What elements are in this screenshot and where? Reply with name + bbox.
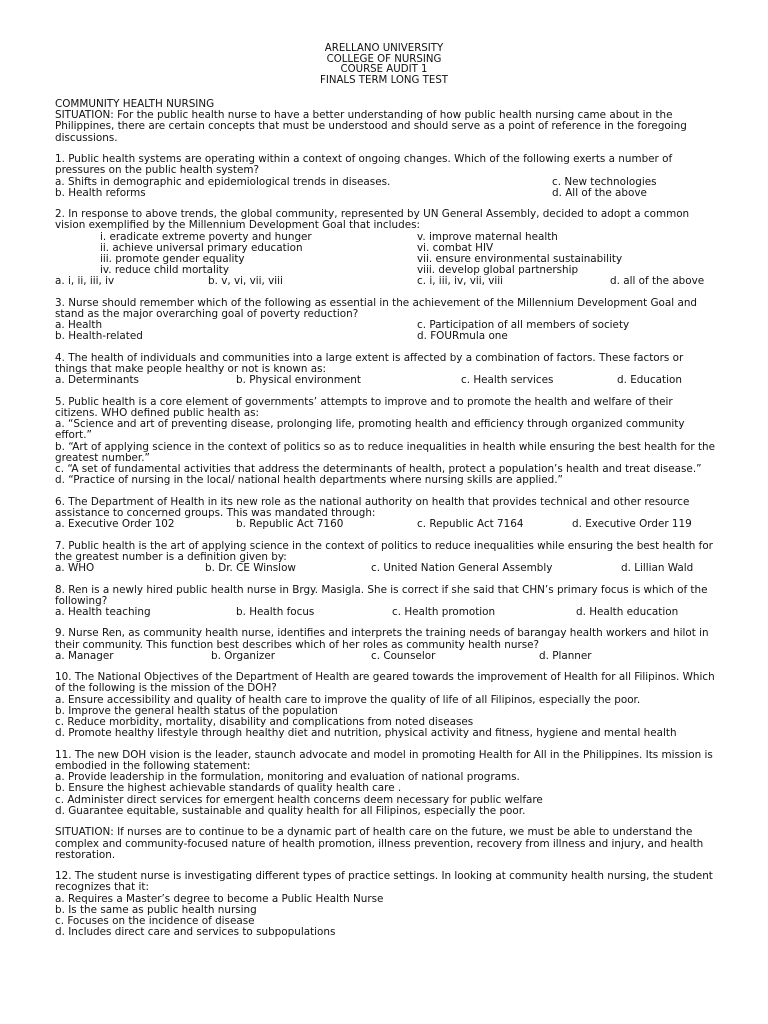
- question-stem: 1. Public health systems are operating within a context of ongoing changes. Which of the following exerts a number of pressures on the public health system?: [55, 153, 673, 177]
- choice-a: a. Requires a Master’s degree to become a Public Health Nurse: [55, 892, 384, 905]
- goal-ii: ii. achieve universal primary education: [100, 241, 303, 254]
- choice-d: d. all of the above: [610, 275, 705, 288]
- question-stem: 7. Public health is the art of applying science in the context of politics to reduce inequalities while ensuring the best health for the greatest number is a definition given by:: [55, 539, 713, 563]
- choice-d: d. All of the above: [552, 186, 647, 199]
- question-stem: 3. Nurse should remember which of the following as essential in the achievement of the Millennium Development Goal and stand as the major overarching goal of poverty reduction?: [55, 296, 697, 321]
- section-title: COMMUNITY HEALTH NURSING: [55, 98, 215, 110]
- choice-b: b. “Art of applying science in the context of politics so as to reduce inequalities in health while ensuring the best health for the greatest number.”: [55, 440, 716, 464]
- choice-c: c. Counselor: [371, 649, 436, 662]
- question-2: [55, 209, 717, 287]
- question-stem: 2. In response to above trends, the global community, represented by UN General Assembly, decided to adopt a common vision exemplified by the Millennium Development Goal that includes:: [55, 208, 690, 232]
- question-6: [55, 497, 717, 531]
- goal-iii: iii. promote gender equality: [100, 252, 245, 265]
- choice-a: a. Provide leadership in the formulation, monitoring and evaluation of national programs.: [55, 771, 520, 784]
- choice-a: a. Determinants: [55, 374, 139, 387]
- choice-d: d. Lillian Wald: [621, 562, 694, 575]
- question-stem: 9. Nurse Ren, as community health nurse, identifies and interprets the training needs of barangay health workers and hilot in their community. This function best describes which of her roles as community health nurse?: [55, 627, 709, 651]
- choice-b: b. v, vi, vii, viii: [208, 275, 283, 288]
- choice-d: d. Planner: [539, 649, 592, 662]
- goal-vi: vi. combat HIV: [417, 241, 494, 254]
- goal-viii: viii. develop global partnership: [417, 264, 579, 277]
- question-3: [55, 298, 717, 343]
- question-stem: 12. The student nurse is investigating different types of practice settings. In looking at community health nursing, the student recognizes that it:: [55, 870, 713, 894]
- choice-a: a. i, ii, iii, iv: [55, 275, 115, 288]
- question-stem: 4. The health of individuals and communities into a large extent is affected by a combination of factors. These factors or things that make people healthy or not is known as:: [55, 351, 684, 376]
- question-5: [55, 397, 717, 487]
- goal-i: i. eradicate extreme poverty and hunger: [100, 230, 312, 243]
- choice-d: d. Executive Order 119: [572, 518, 692, 531]
- document-header: [0, 44, 768, 86]
- choice-a: a. Ensure accessibility and quality of health care to improve the quality of life of all Filipinos, especially the poor.: [55, 693, 641, 706]
- choice-d: d. Includes direct care and services to subpopulations: [55, 926, 336, 939]
- goal-vii: vii. ensure environmental sustainability: [417, 252, 623, 265]
- choice-c: c. i, iii, iv, vii, viii: [417, 275, 504, 288]
- goal-iv: iv. reduce child mortality: [100, 264, 230, 277]
- course-name: COURSE AUDIT 1: [340, 64, 428, 76]
- question-11: [55, 750, 717, 817]
- choice-b: b. Health focus: [236, 605, 315, 618]
- question-9: [55, 628, 717, 662]
- document-body: [55, 99, 717, 938]
- choice-b: b. Physical environment: [236, 374, 361, 387]
- question-8: [55, 585, 717, 619]
- choice-c: c. “A set of fundamental activities that address the determinants of health, protect a population’s health and treat disease.”: [55, 463, 702, 476]
- choice-c: c. Republic Act 7164: [417, 518, 524, 531]
- question-stem: 6. The Department of Health in its new role as the national authority on health that provides technical and other resource assistance to concerned groups. This was mandated through:: [55, 495, 690, 519]
- choice-d: d. FOURmula one: [417, 330, 508, 343]
- situation-1: SITUATION: For the public health nurse to have a better understanding of how public health nursing came about in the Philippines, there are certain concepts that must be understood and should serve as a point of reference in the foregoing discussions.: [55, 109, 687, 144]
- question-7: [55, 541, 717, 575]
- choice-c: c. United Nation General Assembly: [371, 562, 553, 575]
- college-name: COLLEGE OF NURSING: [326, 53, 442, 65]
- choice-c: c. Focuses on the incidence of disease: [55, 915, 255, 928]
- university-name: ARELLANO UNIVERSITY: [324, 43, 444, 54]
- question-4: [55, 353, 717, 387]
- choice-b: b. Dr. CE Winslow: [205, 562, 296, 575]
- question-12: [55, 871, 717, 938]
- goal-v: v. improve maternal health: [417, 230, 558, 243]
- situation-2: SITUATION: If nurses are to continue to be a dynamic part of health care on the future, we must be able to understand the complex and community-focused nature of health promotion, illness prevention, recovery from illness and injury, and health restoration.: [55, 826, 704, 861]
- question-10: [55, 672, 717, 739]
- choice-b: b. Health reforms: [55, 186, 146, 199]
- choice-a: a. Health: [55, 319, 103, 332]
- choice-a: a. WHO: [55, 562, 95, 575]
- choice-b: b. Ensure the highest achievable standards of quality health care .: [55, 782, 402, 795]
- question-1: [55, 154, 717, 199]
- question-stem: 11. The new DOH vision is the leader, staunch advocate and model in promoting Health for All in the Philippines. Its mission is embodied in the following statement:: [55, 748, 713, 772]
- choice-c: c. Health services: [461, 374, 554, 387]
- choice-a: a. Executive Order 102: [55, 518, 175, 531]
- choice-c: c. Health promotion: [392, 605, 496, 618]
- question-stem: 10. The National Objectives of the Department of Health are geared towards the improvement of Health for all Filipinos. Which of the following is the mission of the DOH?: [55, 671, 715, 695]
- choice-d: d. Promote healthy lifestyle through healthy diet and nutrition, physical activity and fitness, hygiene and mental health: [55, 727, 677, 740]
- choice-b: b. Organizer: [211, 649, 276, 662]
- choice-a: a. “Science and art of preventing disease, prolonging life, promoting health and efficiency through organized community effort.”: [55, 418, 685, 442]
- choice-c: c. New technologies: [552, 175, 657, 188]
- choice-a: a. Manager: [55, 649, 114, 662]
- choice-b: b. Is the same as public health nursing: [55, 903, 257, 916]
- choice-a: a. Shifts in demographic and epidemiological trends in diseases.: [55, 175, 391, 188]
- question-stem: 8. Ren is a newly hired public health nurse in Brgy. Masigla. She is correct if she said that CHN’s primary focus is which of the following?: [55, 583, 708, 607]
- choice-b: b. Improve the general health status of the population: [55, 704, 338, 717]
- choice-b: b. Health-related: [55, 330, 143, 343]
- exam-title: FINALS TERM LONG TEST: [319, 74, 449, 86]
- choice-a: a. Health teaching: [55, 605, 151, 618]
- choice-c: c. Participation of all members of society: [417, 319, 630, 332]
- choice-d: d. Health education: [576, 605, 679, 618]
- choice-c: c. Reduce morbidity, mortality, disability and complications from noted diseases: [55, 716, 474, 729]
- choice-c: c. Administer direct services for emergent health concerns deem necessary for public welfare: [55, 793, 543, 806]
- choice-d: d. Guarantee equitable, sustainable and quality health for all Filipinos, especially the poor.: [55, 804, 526, 817]
- choice-d: d. Education: [617, 374, 682, 387]
- choice-b: b. Republic Act 7160: [236, 518, 344, 531]
- choice-d: d. “Practice of nursing in the local/ national health departments where nursing skills are applied.”: [55, 474, 563, 487]
- question-stem: 5. Public health is a core element of governments’ attempts to improve and to promote the health and welfare of their citizens. WHO defined public health as:: [55, 395, 673, 419]
